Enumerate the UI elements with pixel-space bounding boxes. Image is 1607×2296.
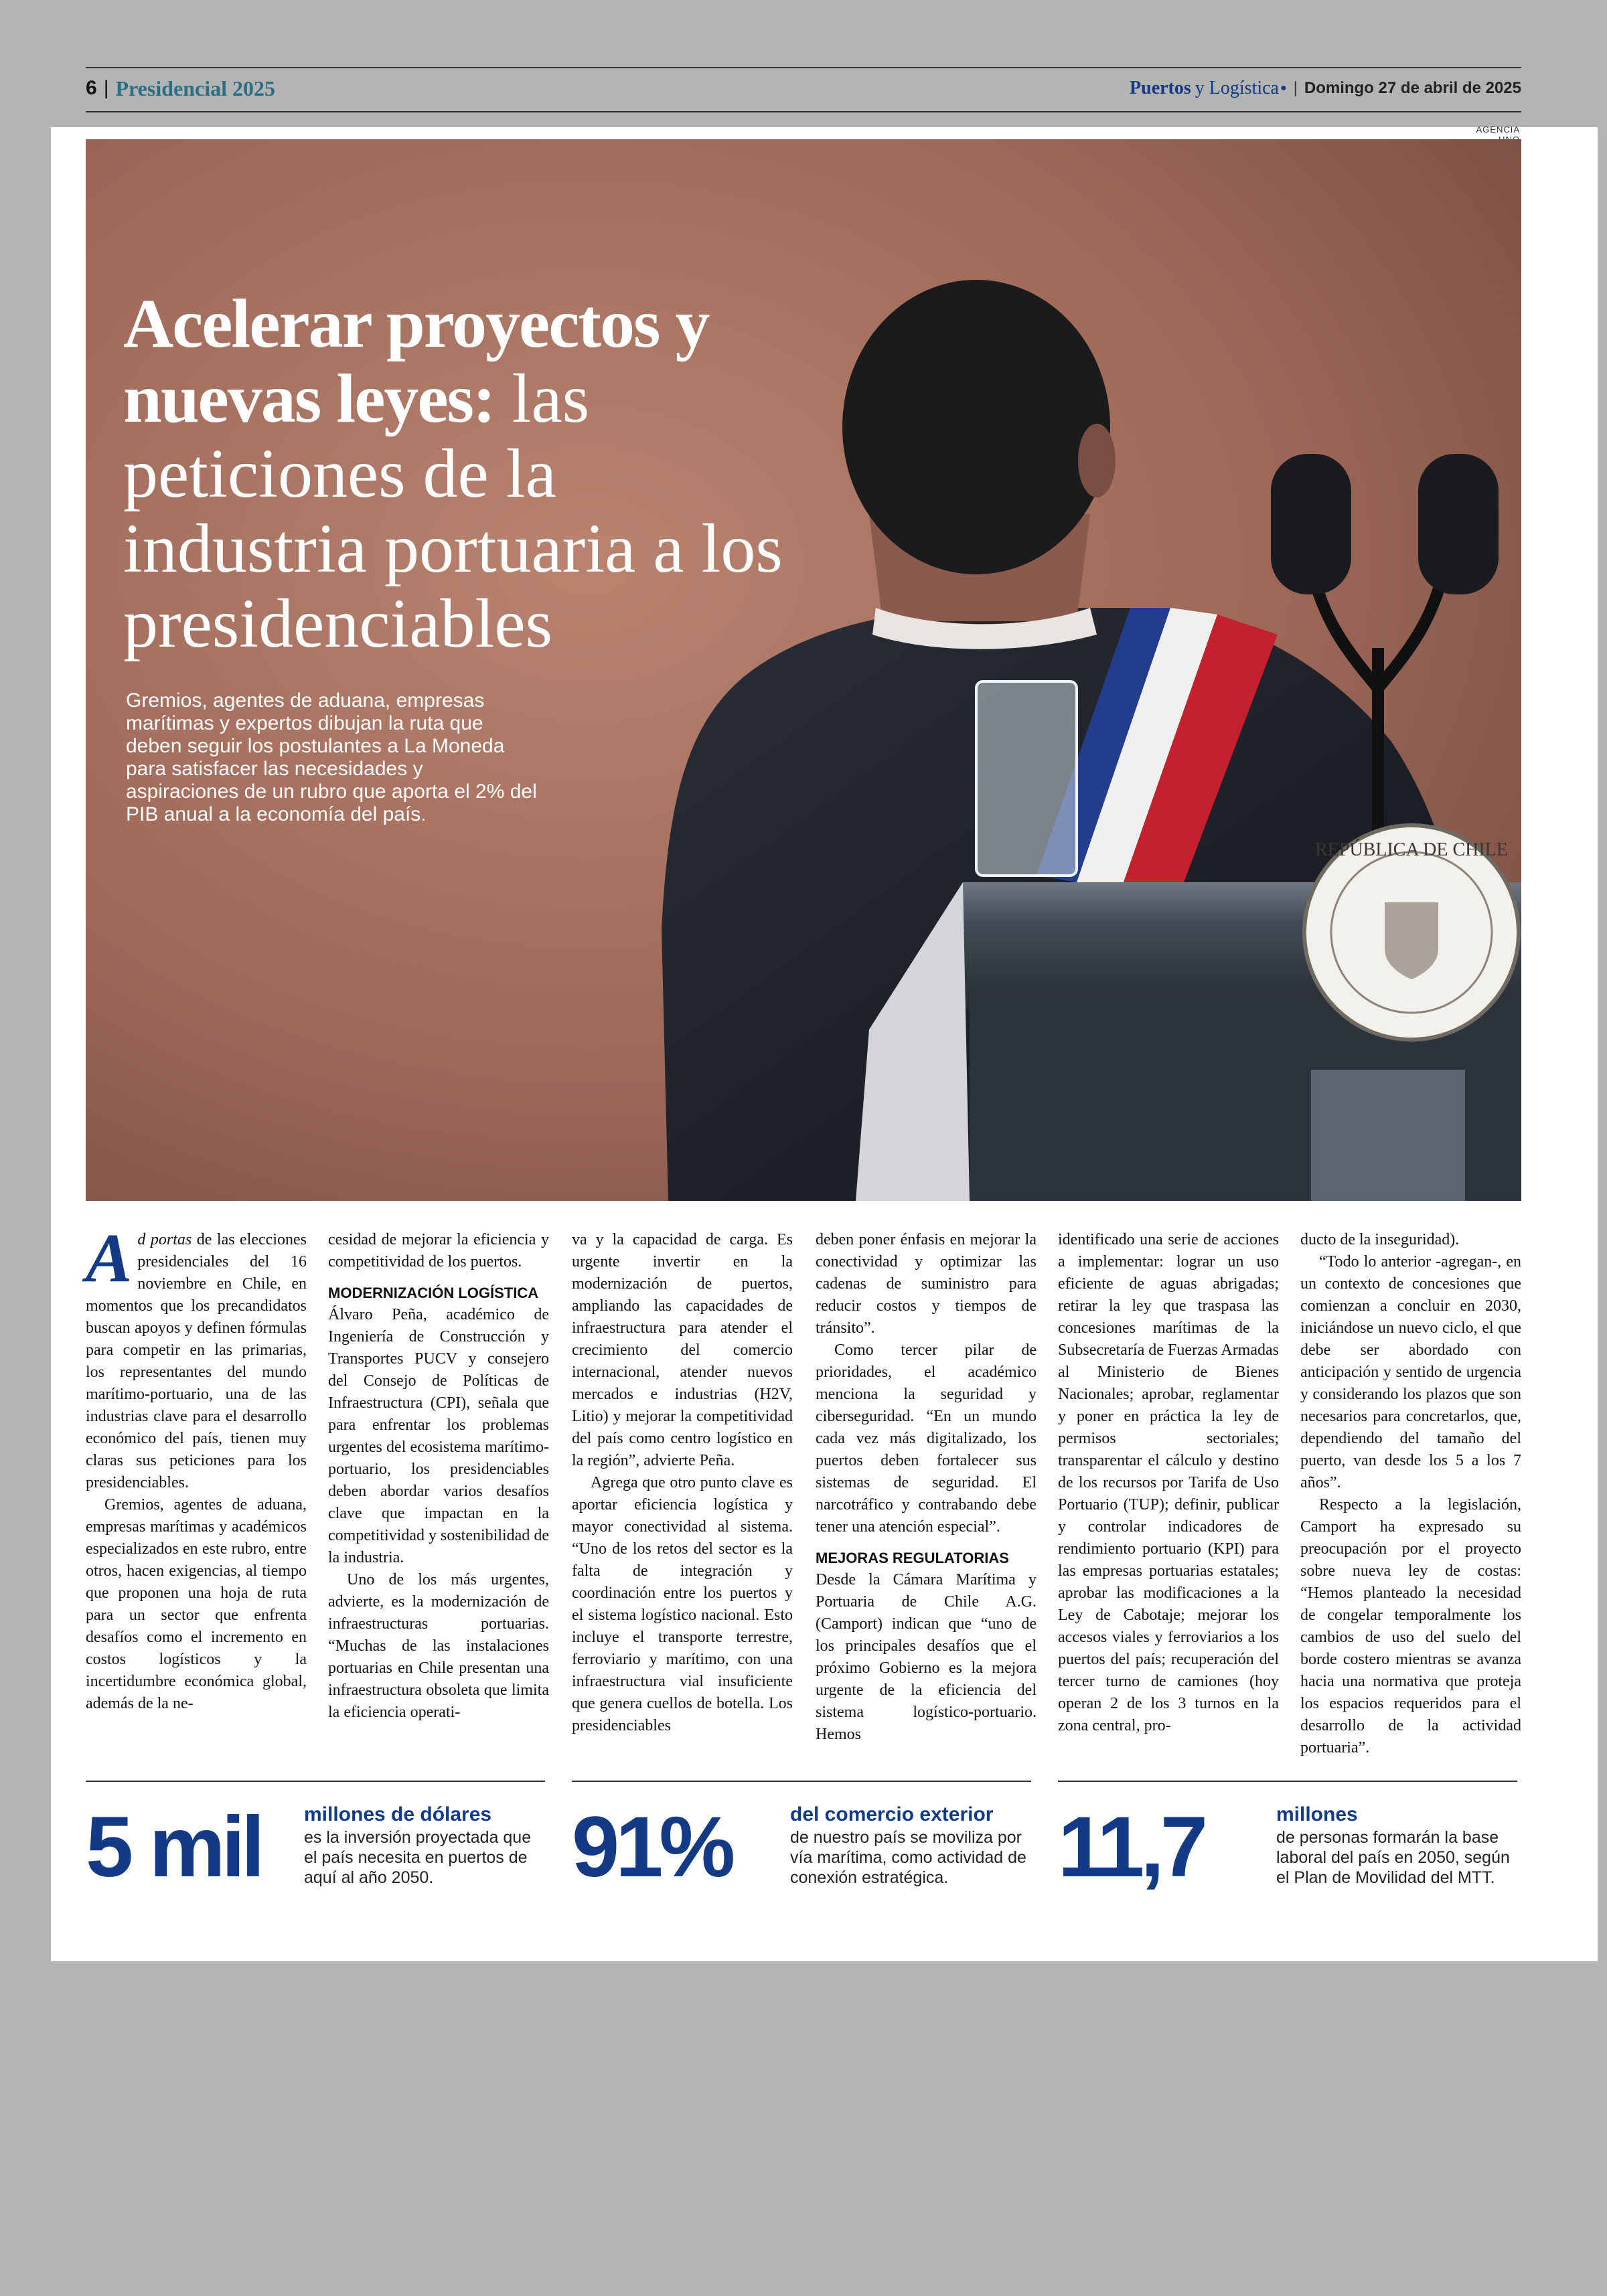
article-paragraph: “Todo lo anterior -agregan-, en un contexto de concesiones que comienzan a concluir en 2030, iniciándose un nuevo ciclo, el que debe ser abordado con anticipación y sentido de urgencia y considerando los plazos que son necesarios para concretarlos, que, dependiendo del tamaño del puerto, van desde los 5 a los 7 años”. [1300, 1253, 1521, 1491]
headline-regular: las peticiones de la industria portuaria a los presidenciables [123, 360, 783, 662]
article-column-3 [572, 1229, 793, 1737]
page-header [0, 0, 1607, 127]
hero-photo [86, 139, 1521, 1201]
article-paragraph: ducto de la inseguridad). [1300, 1231, 1460, 1248]
article-paragraph: Gremios, agentes de aduana, empresas marítimas y académicos especializados en este rubro, entre otros, hacen exigencias, al tiempo que proponen una hoja de ruta para un sector que enfrenta desafíos como el incremento en costos logísticos y la incertidumbre económica global, además de la ne- [86, 1496, 307, 1712]
podium-panel [1311, 1070, 1465, 1201]
stat-rule [86, 1781, 545, 1782]
article-column-2 [328, 1229, 549, 1724]
article-paragraph: va y la capacidad de carga. Es urgente invertir en la modernización de puertos, ampliando las capacidades de infraestructura para atender el crecimiento del comercio internacional, atender nuevos mercados e industrias (H2V, Litio) y mejorar la competitividad del país como centro logístico en la región”, advierte Peña. [572, 1231, 793, 1469]
article-column-5 [1058, 1229, 1279, 1737]
stat-description: de nuestro país se moviliza por vía marítima, como actividad de conexión estratégica. [790, 1828, 1026, 1887]
article-column-4 [816, 1229, 1037, 1746]
headline [123, 286, 793, 661]
header-right [1130, 70, 1521, 107]
stat-label: del comercio exterior [790, 1803, 994, 1825]
subhead-mejoras: MEJORAS REGULATORIAS [816, 1550, 1009, 1566]
microphone-right [1418, 454, 1499, 594]
page-number: 6 [86, 77, 97, 99]
subhead-modernizacion: MODERNIZACIÓN LOGÍSTICA [328, 1285, 539, 1301]
article-paragraph: Álvaro Peña, académico de Ingeniería de Construcción y Transportes PUCV y consejero del Consejo de Políticas de Infraestructura (CPI), señala que para enfrentar los problemas urgentes del ecosistema marítimo-portuario, los presidenciables deben abordar varios desafíos clave que impactan en la competitividad y sostenibilidad de la industria. [328, 1306, 549, 1566]
article-paragraph: cesidad de mejorar la eficiencia y competitividad de los puertos. [328, 1231, 549, 1270]
stat-description: es la inversión proyectada que el país necesita en puertos de aquí al año 2050. [304, 1828, 532, 1887]
headline-bold: Acelerar proyectos y nuevas leyes: [123, 285, 709, 437]
lead-text: de las elecciones presidenciales del 16 noviembre en Chile, en momentos que los precandidatos buscan apoyos y definen fórmulas para competir en las primarias, los representantes del mundo marítimo-portuario, una de las industrias clave para el desarrollo económico del país, tienen muy claras sus peticiones para los presidenciables. [86, 1231, 307, 1491]
photo-credit: AGENCIA [1476, 125, 1520, 135]
deck: Gremios, agentes de aduana, empresas marítimas y expertos dibujan la ruta que deben seguir los postulantes a La Moneda para satisfacer las necesidades y aspiraciones de un rubro que aporta el 2% del PIB anual a la economía del país. [126, 689, 537, 825]
stat-label: millones [1276, 1803, 1358, 1825]
article-column-6 [1300, 1229, 1521, 1759]
article-paragraph: Respecto a la legislación, Camport ha expresado su preocupación por el proyecto sobre nueva ley de costas: “Hemos planteado la necesidad de congelar temporalmente los cambios de uso del suelo del borde costero mientras se avanza hacia una normativa que proteja los espacios requeridos para el desarrollo de la actividad portuaria”. [1300, 1496, 1521, 1756]
article-paragraph: Uno de los más urgentes, advierte, es la modernización de infraestructuras portuarias. “Muchas de las instalaciones portuarias en Chile presentan una infraestructura obsoleta que limita la eficiencia operati- [328, 1571, 549, 1721]
article-paragraph: Desde la Cámara Marítima y Portuaria de Chile A.G. (Camport) indican que “uno de los principales desafíos que el próximo Gobierno es la mejora urgente de la eficiencia del sistema logístico-portuario. Hemos [816, 1571, 1037, 1743]
article-paragraph: deben poner énfasis en mejorar la conectividad y optimizar las cadenas de suministro para reducir costos y tiempos de tránsito”. [816, 1231, 1037, 1337]
person-head [842, 280, 1110, 574]
date-separator: | [1293, 79, 1298, 97]
stat-rule [1058, 1781, 1517, 1782]
brand-secondary: y Logística [1195, 78, 1279, 98]
lead-italic: d portas [137, 1231, 192, 1248]
stat-number: 91% [572, 1799, 732, 1895]
header-separator: | [103, 77, 109, 99]
header-left [86, 70, 275, 107]
water-glass [976, 681, 1077, 876]
section-name: Presidencial 2025 [115, 76, 275, 100]
header-top-rule [86, 67, 1521, 68]
article-paragraph: Como tercer pilar de prioridades, el académico menciona la seguridad y ciberseguridad. “En un mundo cada vez más digitalizado, los puertos deben fortalecer sus sistemas de seguridad. El narcotráfico y contrabando debe tener una atención especial”. [816, 1341, 1037, 1536]
article-lead-paragraph [86, 1220, 307, 1494]
stat-rule [572, 1781, 1031, 1782]
article-paragraph: Agrega que otro punto clave es aportar eficiencia logística y mayor conectividad al sistema. “Uno de los retos del sector es la falta de integración y coordinación entre los puertos y el sistema logístico nacional. Esto incluye el transporte terrestre, ferroviario y marítimo, con una infraestructura vial insuficiente que genera cuellos de botella. Los presidenciables [572, 1474, 793, 1734]
stat-label: millones de dólares [304, 1803, 492, 1825]
stat-number: 5 mil [86, 1799, 261, 1895]
brand-dot-icon: ● [1280, 82, 1287, 94]
article-column-1 [86, 1220, 307, 1715]
stat-number: 11,7 [1058, 1799, 1205, 1895]
publication-date: Domingo 27 de abril de 2025 [1304, 79, 1521, 97]
stat-description: de personas formarán la base laboral del país en 2050, según el Plan de Movilidad del MTT. [1276, 1828, 1510, 1887]
article-paragraph: identificado una serie de acciones a implementar: lograr un uso eficiente de aguas abrigadas; retirar la ley que traspasa las concesiones marítimas de la Subsecretaría de Fuerzas Armadas al Ministerio de Bienes Nacionales; aprobar, reglamentar y poner en práctica la ley de permisos sectoriales; transparentar el cálculo y destino de los recursos por Tarifa de Uso Portuario (TUP); definir, publicar y controlar indicadores de rendimiento portuario (KPI) para las empresas portuarias estatales; aprobar las modificaciones a la Ley de Cabotaje; mejorar los accesos viales y ferroviarios a los puertos del país; recuperación del tercer turno de camiones (hoy operan 2 de los 3 turnos en la zona central, pro- [1058, 1231, 1279, 1734]
dropcap: A [86, 1220, 133, 1297]
header-bottom-rule [86, 111, 1521, 112]
person-ear [1078, 424, 1116, 497]
seal-text: REPÚBLICA DE CHILE [1315, 839, 1508, 860]
brand-primary: Puertos [1130, 78, 1191, 98]
microphone-left [1271, 454, 1351, 594]
